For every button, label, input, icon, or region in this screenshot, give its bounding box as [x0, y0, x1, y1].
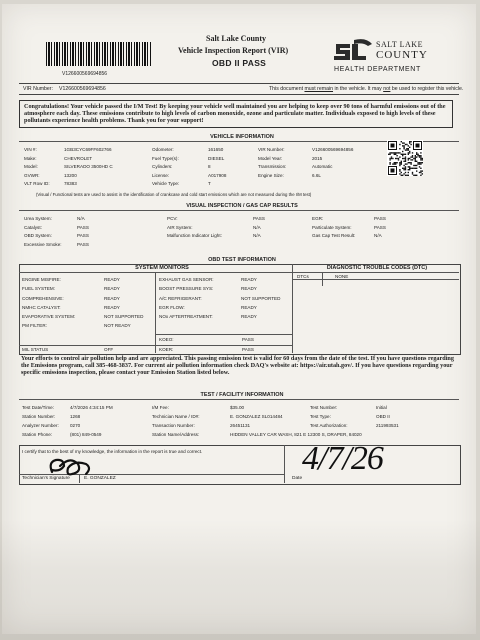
- field-value: PASS: [77, 224, 89, 230]
- field-row: [22, 412, 113, 421]
- barcode: [46, 42, 152, 66]
- field-value: READY: [104, 277, 120, 282]
- vir-number-label: VIR Number:: [23, 86, 53, 92]
- field-value: PASS: [374, 224, 386, 230]
- field-value: 4/7/2026 4:34:15 PM: [70, 405, 113, 410]
- field-value: CHEVROLET: [64, 155, 93, 161]
- field-label: BOOST PRESSURE SYS:: [159, 286, 214, 292]
- visual-col-2: [167, 215, 265, 241]
- field-row: [167, 224, 265, 233]
- field-label: Excessive Smoke:: [24, 241, 62, 247]
- field-label: Test Authorization:: [310, 423, 348, 428]
- field-value: READY: [241, 314, 257, 320]
- field-row: [310, 421, 399, 430]
- field-value: N/A: [374, 233, 382, 239]
- field-row: [24, 172, 113, 181]
- field-value: SILVERADO 3500HD C: [64, 164, 113, 170]
- facility-col-3: [310, 403, 399, 430]
- field-value: N/A: [253, 224, 261, 230]
- field-row: [258, 155, 353, 164]
- field-value: T: [208, 181, 211, 187]
- field-label: I/M Fee:: [152, 405, 169, 410]
- facility-info-title: TEST / FACILITY INFORMATION: [200, 392, 284, 398]
- validity-message: Your efforts to control air pollution help and are appreciated. This passing emission test is valid for 60 days from the date of the test. If you have questions regarding the Emissions program, call 385-468-3837. For current air pollution information check DAQ's website at: https://air.utah.gov/. If you have questions regarding your specific emissions inspection, please contact your Emission Station listed below.: [21, 355, 454, 377]
- field-value: 8: [208, 164, 211, 170]
- result-title: OBD II PASS: [212, 58, 267, 68]
- field-row: [258, 146, 353, 155]
- visual-col-3: [312, 215, 386, 241]
- divider: [19, 399, 459, 400]
- field-label: COMPREHENSIVE:: [22, 295, 64, 301]
- field-value: DIESEL: [208, 155, 225, 161]
- field-row: [312, 224, 386, 233]
- field-label: Station Name/Address:: [152, 432, 200, 437]
- field-row: [24, 241, 89, 250]
- field-label: Test Type:: [310, 414, 331, 419]
- field-value: READY: [104, 304, 120, 310]
- field-row: [159, 303, 280, 312]
- field-label: NOx AFTERTREATMENT:: [159, 314, 213, 320]
- field-row: [24, 180, 113, 189]
- visual-note: (Visual / Functional tests are used to assist in the identification of crankcase and cold start emissions which are not measured during the I/M test): [36, 192, 312, 197]
- field-label: GVWR:: [24, 172, 40, 178]
- field-row: [159, 275, 280, 284]
- field-label: Malfunction Indicator Light:: [167, 233, 222, 239]
- field-row: [24, 155, 113, 164]
- field-row: [152, 163, 226, 172]
- certify-text: I certify that to the best of my knowledge, the information in the report is true and correct.: [22, 449, 203, 454]
- field-label: License:: [152, 172, 170, 178]
- field-row: [22, 275, 143, 284]
- field-label: Fuel Type(s):: [152, 155, 179, 161]
- field-label: Particulate System:: [312, 224, 352, 230]
- field-row: [24, 163, 113, 172]
- qr-code-icon: [387, 140, 423, 176]
- divider: [19, 345, 292, 346]
- field-value: 0270: [70, 423, 81, 428]
- field-label: VIR Number:: [258, 147, 285, 152]
- field-value: A017908: [208, 172, 227, 178]
- field-value: 1268: [70, 414, 81, 419]
- field-label: PM FILTER:: [22, 323, 47, 329]
- field-value: PASS: [374, 216, 386, 221]
- dtc-title: DIAGNOSTIC TROUBLE CODES (DTC): [326, 265, 428, 271]
- date-label: Date: [292, 476, 303, 481]
- field-row: [310, 412, 399, 421]
- divider: [284, 445, 285, 483]
- field-value: N/A: [253, 233, 261, 239]
- field-row: [24, 146, 113, 155]
- congratulations-message: Congratulations! Your vehicle passed the I/M Test! By keeping your vehicle well maintained you are helping to keep over 90 tons of harmful emissions out of the atmosphere each day. These emissions contribute to high levels of carbon monoxide, ozone and particulate matter. Individuals exposed to high levels of these pollutants experience health problems. Thank you for your support!: [19, 100, 453, 128]
- handwritten-date: 4/7/26: [302, 440, 383, 477]
- vir-notice: This document must remain in the vehicle. It may not be used to register this vehicle.: [269, 86, 464, 92]
- field-row: [312, 232, 386, 241]
- field-value: 211993531: [376, 423, 399, 428]
- field-row: [22, 303, 143, 312]
- vehicle-col-3: [258, 146, 353, 180]
- obd-info-title: OBD TEST INFORMATION: [208, 257, 276, 263]
- koeo-row: KOEO:: [159, 337, 174, 342]
- facility-col-1: [22, 403, 113, 439]
- field-row: [152, 146, 226, 155]
- field-value: E. GONZALEZ SL014484: [230, 414, 283, 419]
- visual-inspection-title: VISUAL INSPECTION / GAS CAP RESULTS: [186, 203, 298, 209]
- field-value: PASS: [77, 233, 89, 239]
- field-value: NOT READY: [104, 323, 131, 329]
- field-value: (801) 849-0549: [70, 432, 102, 437]
- field-label: VIN #:: [24, 147, 37, 152]
- slc-logo-icon: [332, 38, 374, 64]
- field-label: A/C REFRIGERANT:: [159, 295, 202, 301]
- field-row: [24, 232, 89, 241]
- monitors-right: [159, 275, 280, 321]
- field-row: [152, 180, 226, 189]
- field-row: [24, 224, 89, 233]
- field-label: Model Year:: [258, 155, 283, 161]
- field-label: Urea System:: [24, 216, 52, 221]
- field-row: [152, 430, 362, 439]
- field-value: 6.6L: [312, 172, 321, 178]
- field-row: [22, 430, 113, 439]
- logo-text-3: HEALTH DEPARTMENT: [334, 66, 421, 73]
- vehicle-col-1: [24, 146, 113, 189]
- field-row: [258, 172, 353, 181]
- divider: [155, 272, 156, 353]
- divider: [292, 279, 459, 280]
- county-logo: [332, 38, 374, 64]
- field-row: [22, 321, 143, 330]
- field-value: Automatic: [312, 164, 333, 170]
- field-value: $35.00: [230, 405, 245, 410]
- field-row: [167, 232, 265, 241]
- koeo-value: PASS: [242, 337, 254, 342]
- field-value: PASS: [253, 216, 265, 221]
- field-row: [152, 172, 226, 181]
- signature-name: E. GONZALEZ: [84, 476, 116, 481]
- signature-label: Technician's Signature: [22, 476, 70, 481]
- field-row: [152, 155, 226, 164]
- field-row: [22, 294, 143, 303]
- vir-number-value: V126600569694856: [59, 86, 106, 92]
- field-value: V126600569694856: [312, 147, 354, 152]
- divider: [19, 272, 459, 273]
- mil-status-value: OFF: [104, 347, 114, 352]
- field-value: 26451131: [230, 423, 251, 428]
- page-shadow: [0, 520, 480, 640]
- field-row: [159, 312, 280, 321]
- field-label: EGR FLOW:: [159, 304, 185, 310]
- field-value: READY: [241, 304, 257, 310]
- field-row: [167, 215, 265, 224]
- field-value: 1GB3CYC69FF602766: [64, 147, 112, 152]
- field-value: NOT SUPPORTED: [104, 314, 144, 320]
- field-label: Test Date/Time:: [22, 405, 54, 410]
- field-label: Odometer:: [152, 147, 174, 152]
- county-name: Salt Lake County: [206, 34, 267, 43]
- field-label: Model:: [24, 164, 38, 170]
- field-label: Vehicle Type:: [152, 181, 180, 187]
- field-value: OBD II: [376, 414, 390, 419]
- dtcs-value: NONE: [335, 274, 349, 279]
- field-label: Station Phone:: [22, 432, 53, 437]
- field-row: [24, 215, 89, 224]
- field-value: N/A: [77, 216, 85, 221]
- field-row: [22, 284, 143, 293]
- field-row: [159, 294, 280, 303]
- field-label: FUEL SYSTEM:: [22, 286, 56, 292]
- vehicle-col-2: [152, 146, 226, 189]
- field-value: PASS: [77, 241, 89, 247]
- handwritten-signature: [42, 452, 112, 482]
- field-value: NOT SUPPORTED: [241, 295, 281, 301]
- field-label: Catalyst:: [24, 224, 42, 230]
- field-label: Test Number:: [310, 405, 338, 410]
- divider: [155, 334, 292, 335]
- vir-number-line: [19, 83, 464, 95]
- field-value: READY: [241, 277, 257, 282]
- field-label: OBD System:: [24, 233, 52, 239]
- report-title: Vehicle Inspection Report (VIR): [178, 46, 289, 55]
- field-row: [310, 403, 399, 412]
- field-row: [22, 421, 113, 430]
- field-value: HIDDEN VALLEY CAR WASH, 821 E 12300 S, DRAPER, 84020: [230, 432, 362, 437]
- field-value: READY: [104, 286, 120, 292]
- field-value: 2015: [312, 155, 323, 161]
- barcode-number: V126600569694856: [62, 71, 108, 77]
- field-value: Initial: [376, 405, 387, 410]
- divider: [292, 264, 293, 353]
- monitors-left: [22, 275, 143, 331]
- logo-text-1: SALT LAKE: [376, 40, 423, 49]
- field-label: Make:: [24, 155, 37, 161]
- field-row: [258, 163, 353, 172]
- logo-text-2: COUNTY: [376, 49, 428, 61]
- field-value: READY: [241, 286, 257, 292]
- mil-status-label: MIL STATUS: [22, 347, 49, 352]
- field-label: ENGINE MISFIRE:: [22, 277, 61, 282]
- divider: [19, 210, 459, 211]
- field-label: AIR System:: [167, 224, 193, 230]
- field-label: EVAPORATIVE SYSTEM:: [22, 314, 76, 320]
- field-value: READY: [104, 295, 120, 301]
- field-row: [312, 215, 386, 224]
- visual-col-1: [24, 215, 89, 249]
- field-value: 13200: [64, 172, 77, 178]
- field-value: 78383: [64, 181, 77, 187]
- field-label: Cylinders:: [152, 164, 173, 170]
- field-value: 161650: [208, 147, 224, 152]
- field-label: EGR:: [312, 216, 324, 221]
- field-label: EXHAUST GAS SENSOR:: [159, 277, 214, 282]
- vehicle-info-title: VEHICLE INFORMATION: [210, 134, 274, 140]
- system-monitors-title: SYSTEM MONITORS: [135, 265, 189, 271]
- field-label: Station Number:: [22, 414, 56, 419]
- dtcs-label: DTCs: [297, 274, 309, 279]
- field-label: Transmission:: [258, 164, 287, 170]
- field-label: Technician Name / ID#:: [152, 414, 200, 419]
- koer-label: KOER:: [159, 347, 174, 352]
- qr-code: [387, 140, 423, 176]
- field-label: Transaction Number:: [152, 423, 195, 428]
- field-label: VLT Row ID:: [24, 181, 50, 187]
- field-label: Engine Size:: [258, 172, 284, 178]
- field-label: Gas Cap Test Result:: [312, 233, 356, 239]
- field-row: [22, 312, 143, 321]
- field-label: PCV:: [167, 216, 178, 221]
- field-label: NMHC CATALYST:: [22, 304, 61, 310]
- field-row: [159, 284, 280, 293]
- field-row: [22, 403, 113, 412]
- koer-value: PASS: [242, 347, 254, 352]
- field-label: Analyzer Number:: [22, 423, 59, 428]
